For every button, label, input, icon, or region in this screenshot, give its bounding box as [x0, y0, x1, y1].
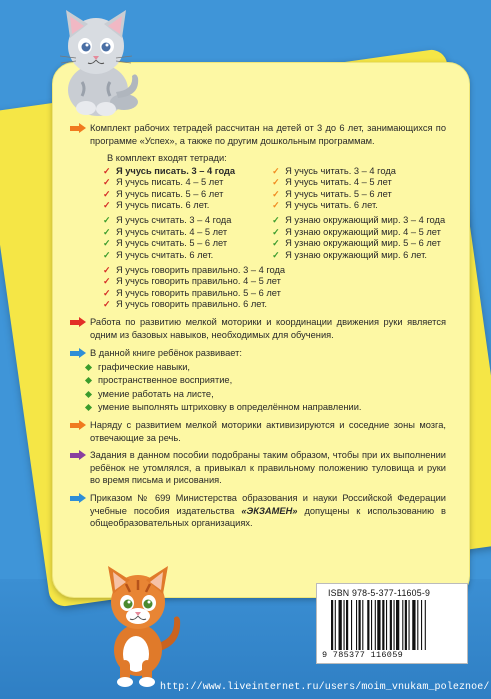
list-item: ✓ Я учусь считать. 3 – 4 года	[103, 215, 232, 226]
watermark-url: http://www.liveinternet.ru/users/moim_vnukam_poleznoe/	[160, 682, 490, 693]
check-icon: ✓	[272, 188, 280, 199]
list-item: ✓ Я учусь говорить правильно. 4 – 5 лет	[103, 276, 281, 287]
intro-paragraph: Комплект рабочих тетрадей рассчитан на детей от 3 до 6 лет, занимающихся по программе «Успех», а также по другим дошкольным программам.	[70, 122, 446, 147]
check-icon: ✓	[103, 238, 111, 249]
develops-list	[70, 361, 446, 414]
list-item: ✓ Я узнаю окружающий мир. 5 – 6 лет	[272, 238, 441, 249]
barcode-bar	[382, 600, 384, 650]
barcode-bar	[394, 600, 395, 650]
arrow-icon	[70, 451, 86, 460]
check-icon: ✓	[272, 249, 280, 260]
barcode-number: 9 785377 116059	[322, 650, 404, 660]
publisher-brand: «ЭКЗАМЕН»	[241, 505, 298, 516]
barcode-bar	[425, 600, 426, 650]
list-item: ✓ Я учусь говорить правильно. 6 лет.	[103, 299, 267, 310]
list-item: графические навыки,	[70, 361, 446, 374]
list-item: ✓ Я учусь считать. 4 – 5 лет	[103, 226, 228, 237]
list-item: пространственное восприятие,	[70, 374, 446, 387]
list-item: ✓ Я учусь читать. 4 – 5 лет	[272, 177, 392, 188]
barcode-bar	[409, 600, 410, 650]
barcode-bar	[331, 600, 333, 650]
check-icon: ✓	[103, 199, 111, 210]
workbook-list-speak	[70, 265, 446, 311]
workbook-list	[70, 166, 446, 261]
list-item: ✓ Я узнаю окружающий мир. 6 лет.	[272, 249, 427, 260]
check-icon: ✓	[103, 287, 111, 298]
check-icon: ✓	[103, 276, 111, 287]
list-item: умение выполнять штриховку в определённом направлении.	[70, 401, 446, 414]
tasks-paragraph: Задания в данном пособии подобраны таким образом, чтобы при их выполнении ребёнок не утомлялся, а привыкал к правильному положению туловища и руки во время письма и рисования.	[70, 449, 446, 487]
barcode-bar	[405, 600, 407, 650]
check-icon: ✓	[103, 188, 111, 199]
isbn-number: ISBN 978-5-377-11605-9	[328, 588, 431, 598]
barcode-bar	[390, 600, 392, 650]
list-item: ✓ Я учусь писать. 5 – 6 лет	[103, 188, 224, 199]
diamond-bullet-icon	[85, 404, 92, 411]
list-item: ✓ Я учусь читать. 6 лет.	[272, 199, 378, 210]
check-icon: ✓	[272, 238, 280, 249]
check-icon: ✓	[103, 165, 111, 176]
check-icon: ✓	[272, 165, 280, 176]
check-icon: ✓	[272, 226, 280, 237]
arrow-icon	[70, 421, 86, 430]
barcode-bar	[359, 600, 361, 650]
diamond-bullet-icon	[85, 377, 92, 384]
motor-paragraph: Работа по развитию мелкой моторики и координации движения руки является одним из базовых навыков, необходимых для обучения.	[70, 316, 446, 341]
barcode-bar	[339, 600, 342, 650]
arrow-icon	[70, 349, 86, 358]
barcode-bar	[351, 600, 352, 650]
workbook-column-right	[271, 166, 446, 261]
diamond-bullet-icon	[85, 391, 92, 398]
list-item: ✓ Я учусь читать. 5 – 6 лет	[272, 188, 392, 199]
barcode-bar	[386, 600, 387, 650]
barcode-bar	[412, 600, 415, 650]
arrow-icon	[70, 494, 86, 503]
barcode-bar	[417, 600, 418, 650]
barcode-bar	[421, 600, 422, 650]
barcode-bar	[367, 600, 369, 650]
check-icon: ✓	[272, 199, 280, 210]
check-icon: ✓	[103, 215, 111, 226]
check-icon: ✓	[103, 299, 111, 310]
barcode-bar	[362, 600, 363, 650]
set-label: В комплект входят тетради:	[107, 153, 227, 164]
barcode-bar	[356, 600, 357, 650]
arrow-icon	[70, 318, 86, 327]
check-icon: ✓	[103, 264, 111, 275]
list-item: ✓ Я учусь писать. 6 лет.	[103, 199, 210, 210]
list-item: ✓ Я учусь считать. 6 лет.	[103, 249, 214, 260]
ginger-kitten-illustration	[96, 562, 188, 688]
list-item: ✓ Я учусь читать. 3 – 4 года	[272, 165, 396, 176]
list-item: ✓ Я учусь говорить правильно. 3 – 4 года	[103, 264, 286, 275]
check-icon: ✓	[272, 177, 280, 188]
barcode	[329, 600, 457, 650]
barcode-bar	[344, 600, 345, 650]
barcode-bar	[335, 600, 336, 650]
isbn-barcode-box	[316, 583, 468, 664]
list-item: умение работать на листе,	[70, 388, 446, 401]
list-item: ✓ Я учусь писать. 4 – 5 лет	[103, 177, 224, 188]
develops-label: В данной книге ребёнок развивает:	[70, 347, 446, 360]
barcode-bar	[371, 600, 372, 650]
check-icon: ✓	[103, 226, 111, 237]
arrow-icon	[70, 124, 86, 133]
brain-paragraph: Наряду с развитием мелкой моторики активизируются и соседние зоны мозга, отвечающие за речь.	[70, 419, 446, 444]
check-icon: ✓	[272, 215, 280, 226]
barcode-bar	[402, 600, 403, 650]
list-item: ✓ Я учусь писать. 3 – 4 года	[103, 165, 236, 176]
barcode-bar	[396, 600, 399, 650]
barcode-bar	[375, 600, 376, 650]
check-icon: ✓	[103, 249, 111, 260]
barcode-bar	[377, 600, 380, 650]
workbook-column-left	[102, 166, 271, 261]
order-paragraph: Приказом № 699 Министерства образования и науки Российской Федерации учебные пособия издательства «ЭКЗАМЕН» допущены к использованию в общеобразовательных организациях.	[70, 492, 446, 530]
diamond-bullet-icon	[85, 364, 92, 371]
list-item: ✓ Я учусь считать. 5 – 6 лет	[103, 238, 228, 249]
list-item: ✓ Я узнаю окружающий мир. 4 – 5 лет	[272, 226, 441, 237]
list-item: ✓ Я узнаю окружающий мир. 3 – 4 года	[272, 215, 446, 226]
content-area	[70, 122, 446, 535]
list-item: ✓ Я учусь говорить правильно. 5 – 6 лет	[103, 287, 281, 298]
gray-kitten-illustration	[52, 2, 144, 120]
barcode-bar	[346, 600, 348, 650]
check-icon: ✓	[103, 177, 111, 188]
